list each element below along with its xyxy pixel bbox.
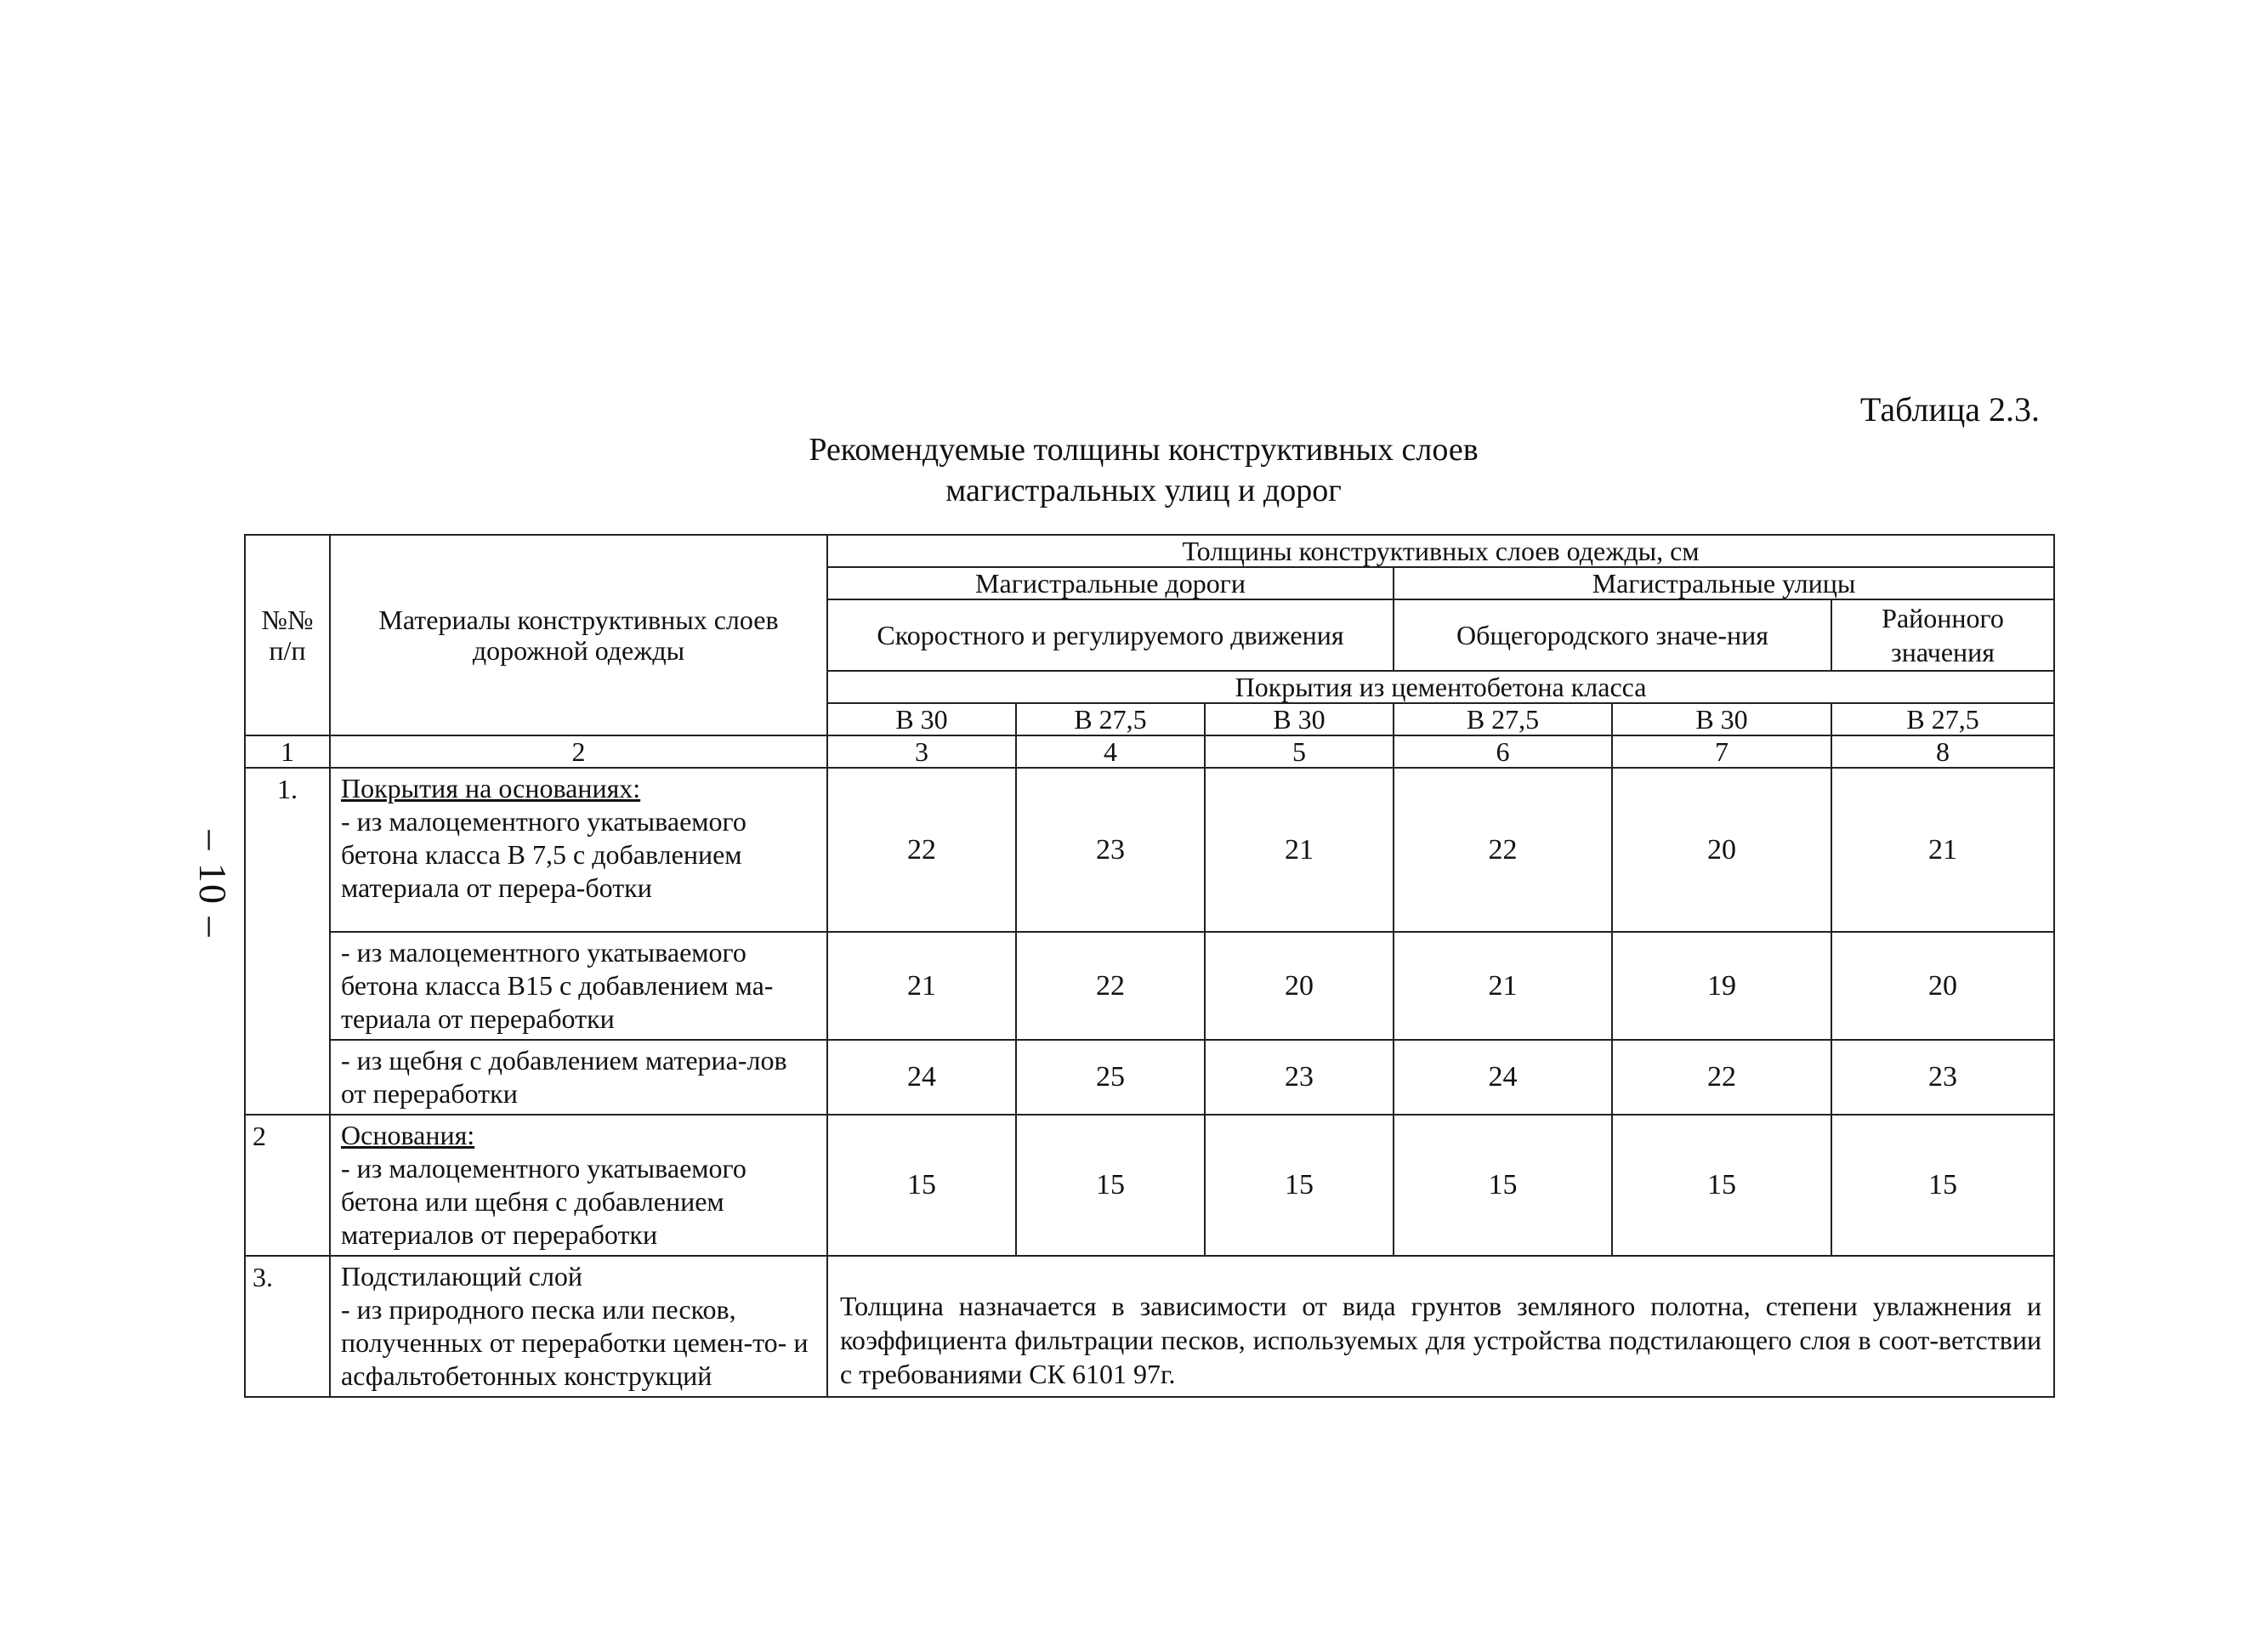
table-row xyxy=(245,1040,2054,1115)
value-cell: 20 xyxy=(1205,932,1394,1040)
value-cell: 23 xyxy=(1016,768,1205,932)
row-materials: - из малоцементного укатываемого бетона класса В15 с добавлением ма-териала от переработки xyxy=(330,932,827,1040)
header-class: В 27,5 xyxy=(1016,703,1205,735)
col-number: 4 xyxy=(1016,735,1205,768)
header-class: В 30 xyxy=(827,703,1016,735)
value-cell: 15 xyxy=(1394,1115,1612,1256)
value-cell: 15 xyxy=(1612,1115,1831,1256)
table-row xyxy=(245,932,2054,1040)
table-row xyxy=(245,768,2054,932)
row-materials xyxy=(330,1256,827,1397)
table-row xyxy=(245,1256,2054,1397)
table-title xyxy=(697,429,1590,511)
header-materials: Материалы конструктивных слоев дорожной одежды xyxy=(330,535,827,735)
col-number: 3 xyxy=(827,735,1016,768)
row-num: 3. xyxy=(245,1256,330,1397)
value-cell: 21 xyxy=(1394,932,1612,1040)
value-cell: 23 xyxy=(1831,1040,2054,1115)
header-thickness: Толщины конструктивных слоев одежды, см xyxy=(827,535,2054,567)
row-heading: Покрытия на основаниях: xyxy=(341,773,641,803)
value-cell: 24 xyxy=(1394,1040,1612,1115)
col-number: 5 xyxy=(1205,735,1394,768)
col-number: 2 xyxy=(330,735,827,768)
page-number: – 10 – xyxy=(191,830,235,939)
row-materials xyxy=(330,768,827,932)
value-cell: 25 xyxy=(1016,1040,1205,1115)
value-cell: 21 xyxy=(1831,768,2054,932)
col-number: 1 xyxy=(245,735,330,768)
header-coating: Покрытия из цементобетона класса xyxy=(827,671,2054,703)
col-number: 7 xyxy=(1612,735,1831,768)
header-streets: Магистральные улицы xyxy=(1394,567,2054,599)
value-cell: 21 xyxy=(1205,768,1394,932)
value-cell: 15 xyxy=(1016,1115,1205,1256)
row-materials xyxy=(330,1115,827,1256)
row-num: 1. xyxy=(245,768,330,1115)
table-label: Таблица 2.3. xyxy=(1859,390,2040,429)
value-cell: 22 xyxy=(1612,1040,1831,1115)
header-class: В 30 xyxy=(1612,703,1831,735)
value-cell: 19 xyxy=(1612,932,1831,1040)
row-text: - из природного песка или песков, полученных от переработки цемен-то- и асфальтобетонных конструкций xyxy=(341,1294,809,1391)
header-city: Общегородского значе-ния xyxy=(1394,599,1831,671)
row-num: 2 xyxy=(245,1115,330,1256)
value-cell: 23 xyxy=(1205,1040,1394,1115)
value-cell: 15 xyxy=(1831,1115,2054,1256)
title-line-2: магистральных улиц и дорог xyxy=(945,473,1342,508)
value-cell: 15 xyxy=(827,1115,1016,1256)
value-cell: 22 xyxy=(1016,932,1205,1040)
value-cell: 15 xyxy=(1205,1115,1394,1256)
row-heading: Основания: xyxy=(341,1120,475,1150)
value-cell: 22 xyxy=(827,768,1016,932)
row-heading: Подстилающий слой xyxy=(341,1261,583,1292)
value-cell: 21 xyxy=(827,932,1016,1040)
row-text: - из малоцементного укатываемого бетона класса В 7,5 с добавлением материала от перера-ботки xyxy=(341,806,746,903)
header-district: Районного значения xyxy=(1831,599,2054,671)
header-class: В 27,5 xyxy=(1831,703,2054,735)
value-cell: 20 xyxy=(1612,768,1831,932)
header-express: Скоростного и регулируемого движения xyxy=(827,599,1394,671)
header-num: №№ п/п xyxy=(245,535,330,735)
row-note: Толщина назначается в зависимости от вида грунтов земляного полотна, степени увлажнения и коэффициента фильтрации песков, используемых для устройства подстилающего слоя в соот-ветствии с требованиями СК 6101 97г. xyxy=(827,1256,2054,1397)
value-cell: 24 xyxy=(827,1040,1016,1115)
value-cell: 22 xyxy=(1394,768,1612,932)
col-number: 8 xyxy=(1831,735,2054,768)
col-number: 6 xyxy=(1394,735,1612,768)
header-roads: Магистральные дороги xyxy=(827,567,1394,599)
value-cell: 20 xyxy=(1831,932,2054,1040)
title-line-1: Рекомендуемые толщины конструктивных слоев xyxy=(809,432,1479,468)
table-row xyxy=(245,1115,2054,1256)
row-text: - из малоцементного укатываемого бетона или щебня с добавлением материалов от переработки xyxy=(341,1153,746,1250)
header-class: В 30 xyxy=(1205,703,1394,735)
thickness-table xyxy=(244,534,2055,1398)
header-class: В 27,5 xyxy=(1394,703,1612,735)
row-materials: - из щебня с добавлением материа-лов от переработки xyxy=(330,1040,827,1115)
